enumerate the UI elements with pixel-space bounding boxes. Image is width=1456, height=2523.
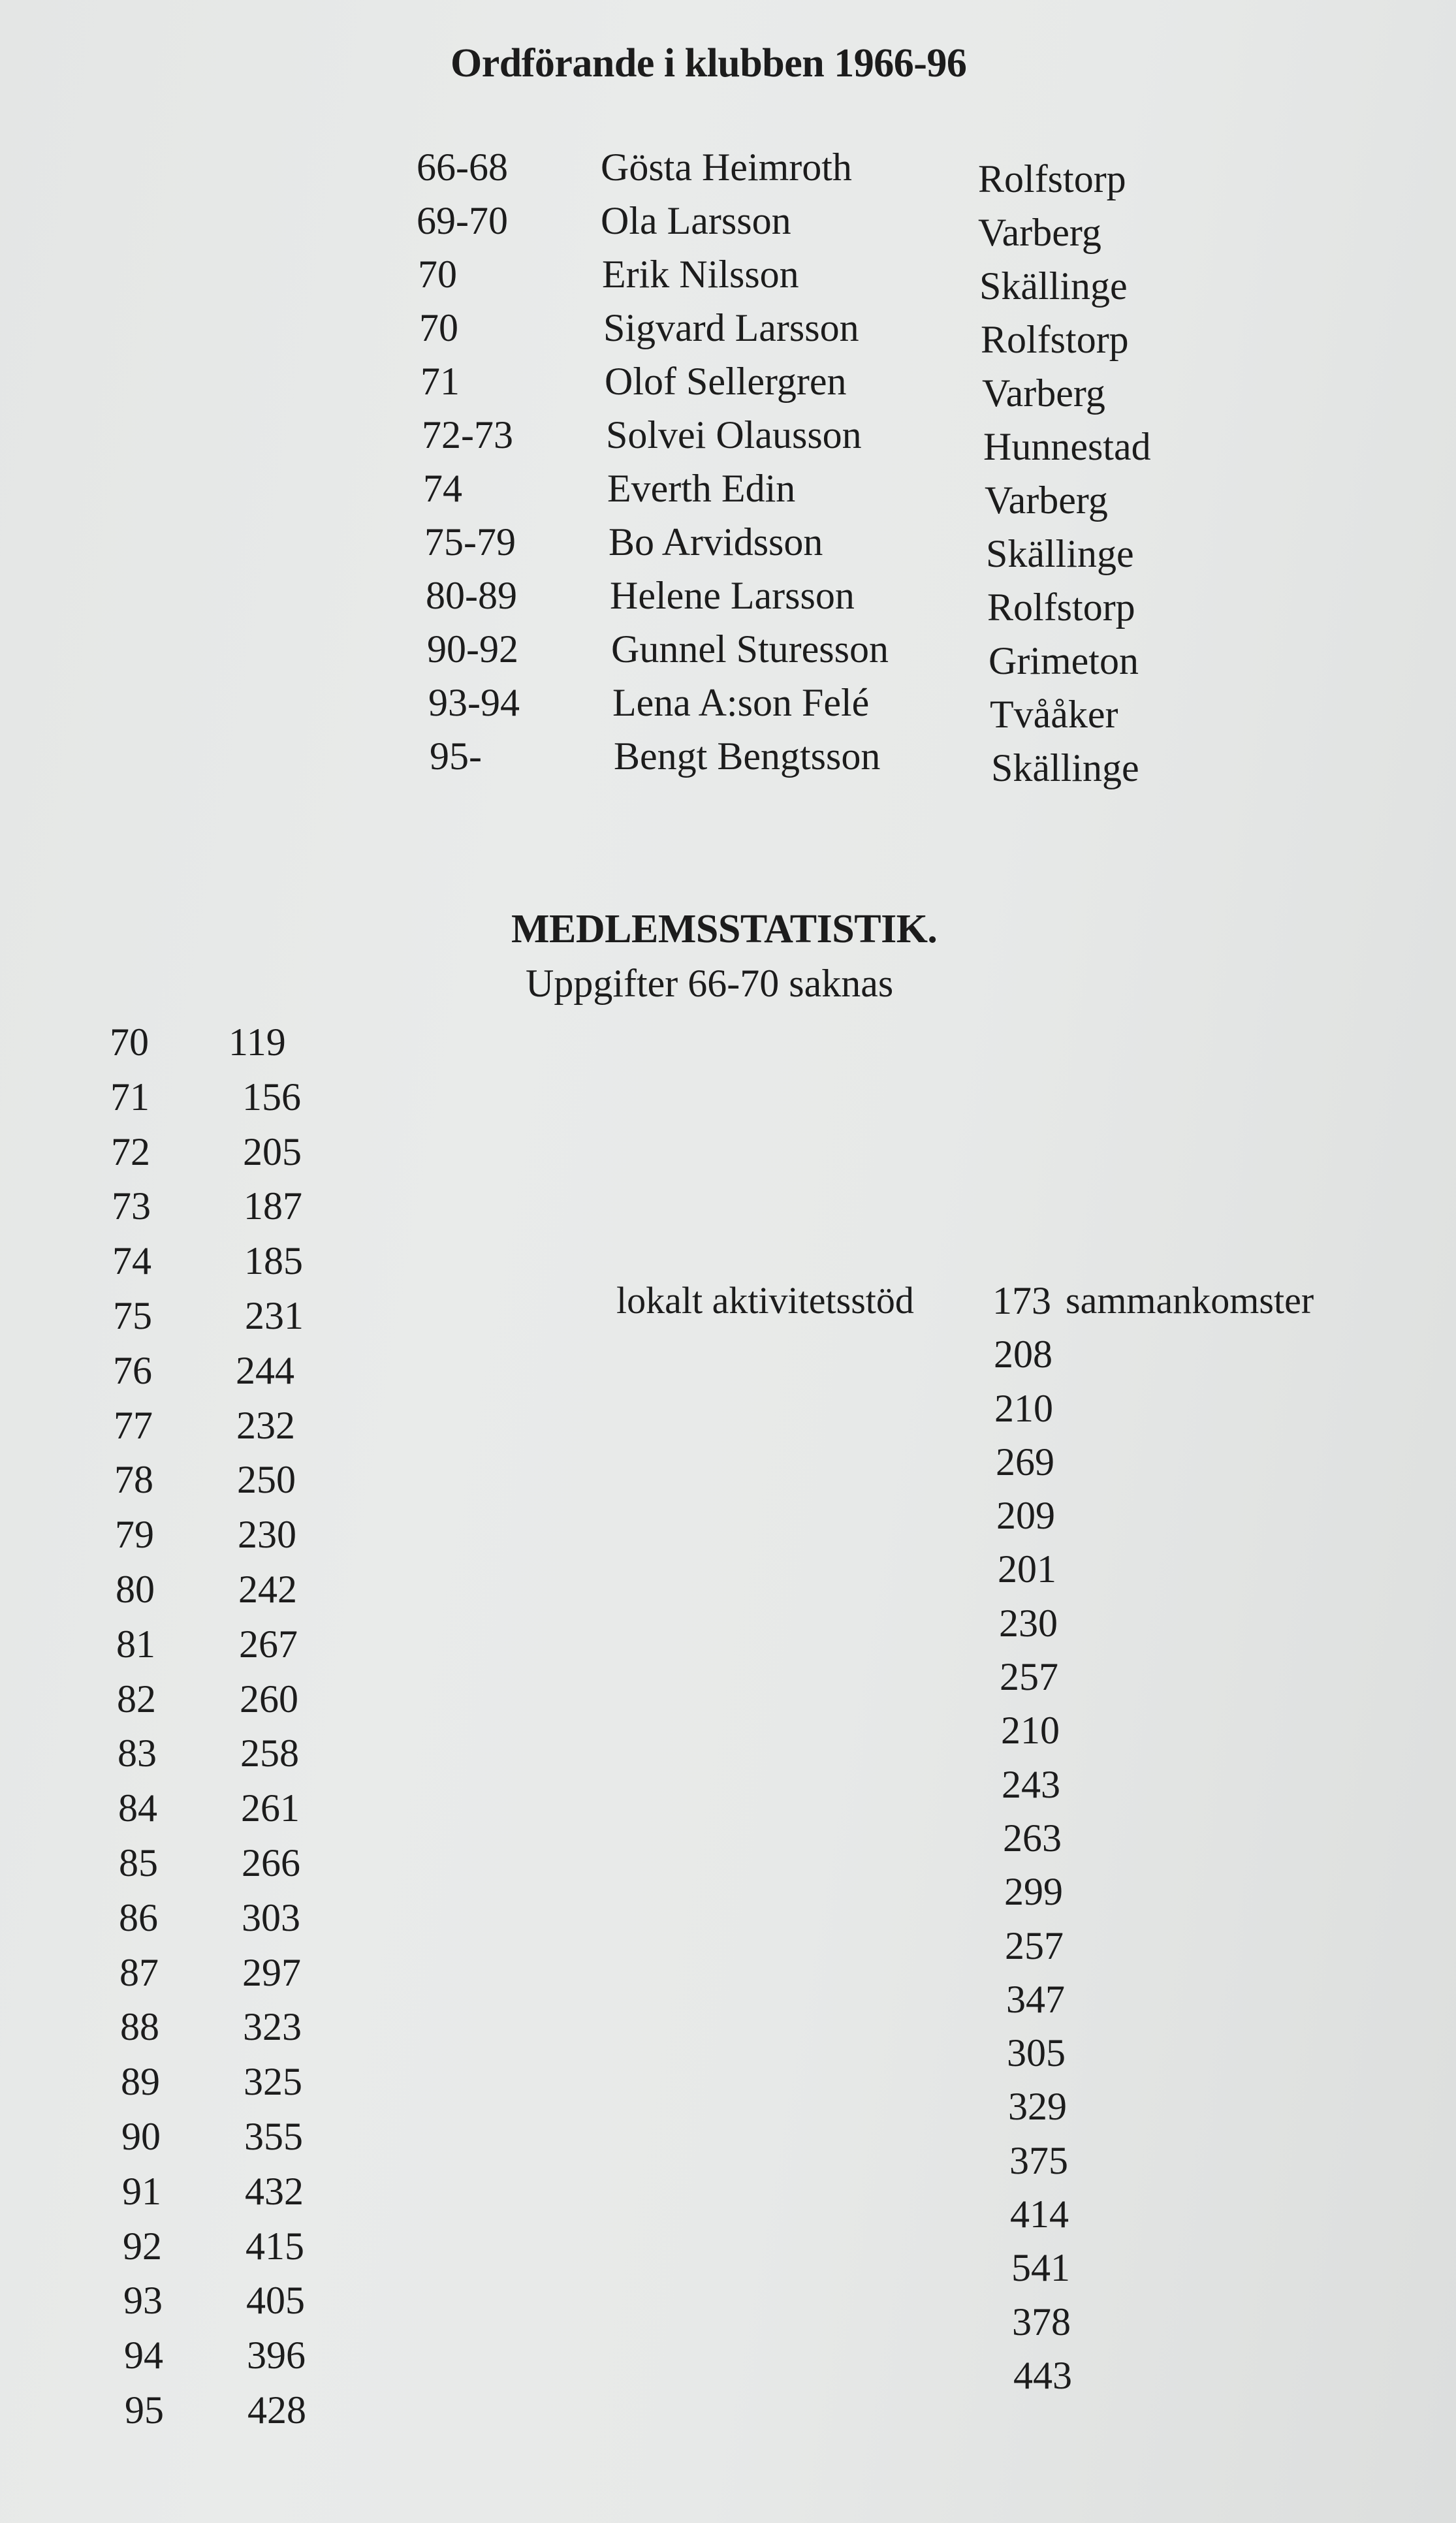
chairman-place: Skällinge [979, 264, 1128, 308]
chairman-years: 74 [423, 467, 462, 510]
chairman-years: 70 [418, 253, 457, 296]
chairman-place: Skällinge [991, 746, 1139, 789]
chairman-name: Solvei Olausson [606, 413, 862, 456]
activity-row [999, 1601, 1404, 1655]
activity-row [1005, 1924, 1410, 1977]
member-row [119, 1950, 355, 2005]
chairman-name: Gunnel Sturesson [611, 627, 889, 671]
member-count: 325 [244, 2060, 302, 2104]
member-year: 87 [119, 1950, 159, 1994]
activity-row [1006, 1977, 1411, 2031]
chairman-place: Grimeton [989, 639, 1139, 682]
chairman-place: Rolfstorp [978, 157, 1126, 200]
member-row [120, 2005, 355, 2059]
member-year: 77 [114, 1403, 153, 1447]
chairman-row [417, 145, 1200, 198]
chairman-row [422, 413, 1205, 466]
member-row [122, 2169, 357, 2224]
activity-unit: sammankomster [1066, 1279, 1314, 1322]
member-row [113, 1348, 348, 1403]
activity-row [1004, 1869, 1409, 1923]
activity-value: 378 [1012, 2300, 1071, 2343]
chairman-place: Varberg [985, 479, 1108, 522]
activity-row [1007, 2031, 1412, 2084]
activity-value: 443 [1013, 2353, 1072, 2397]
member-row [123, 2224, 358, 2279]
chairman-name: Helene Larsson [610, 574, 855, 617]
activity-row [1008, 2084, 1413, 2138]
chairman-name: Erik Nilsson [602, 253, 799, 296]
member-count: 396 [247, 2334, 306, 2377]
member-year: 74 [112, 1239, 151, 1283]
member-count: 230 [238, 1513, 296, 1557]
chairman-place: Tvååker [990, 693, 1118, 736]
chairman-place: Varberg [978, 211, 1101, 254]
activity-row [1013, 2353, 1418, 2407]
chairman-row [420, 359, 1204, 413]
member-year: 75 [113, 1293, 152, 1337]
member-year: 94 [124, 2334, 163, 2377]
member-year: 90 [121, 2114, 161, 2158]
chairman-name: Lena A:son Felé [612, 681, 870, 724]
chairman-row [427, 627, 1211, 680]
chairman-place: Rolfstorp [981, 318, 1129, 361]
member-row [118, 1731, 353, 1786]
member-year: 91 [122, 2169, 161, 2213]
chairman-row [430, 734, 1213, 787]
chairman-row [426, 573, 1209, 627]
member-row [112, 1239, 347, 1293]
chairman-name: Ola Larsson [601, 199, 791, 242]
chairman-years: 72-73 [422, 413, 513, 456]
chairman-name: Everth Edin [607, 467, 796, 510]
chairman-place: Varberg [982, 372, 1105, 415]
member-count: 232 [236, 1403, 295, 1447]
stats-title: MEDLEMSSTATISTIK. [511, 907, 938, 951]
member-count: 432 [245, 2169, 304, 2213]
activity-row [996, 1440, 1401, 1493]
member-row [125, 2388, 360, 2443]
activity-row [994, 1386, 1399, 1440]
member-count: 119 [229, 1021, 286, 1064]
member-year: 80 [116, 1567, 155, 1611]
chairman-years: 93-94 [428, 681, 520, 724]
activity-row [996, 1493, 1401, 1547]
chairman-years: 80-89 [426, 574, 517, 617]
member-year: 73 [112, 1184, 151, 1228]
member-count-table [110, 1020, 345, 2443]
chairman-years: 66-68 [417, 146, 508, 189]
member-year: 81 [116, 1622, 155, 1666]
member-count: 266 [242, 1841, 300, 1884]
activity-label: lokalt aktivitetsstöd [616, 1279, 914, 1322]
member-row [114, 1403, 349, 1458]
member-count: 242 [238, 1567, 297, 1611]
member-row [112, 1184, 347, 1239]
activity-row [1002, 1762, 1406, 1816]
chairman-years: 70 [419, 306, 458, 349]
activity-row [1003, 1816, 1408, 1869]
activity-value: 299 [1004, 1870, 1063, 1914]
activity-value: 257 [1005, 1924, 1064, 1967]
member-count: 187 [244, 1184, 302, 1228]
activity-value: 329 [1008, 2085, 1067, 2129]
activity-value: 263 [1003, 1816, 1062, 1860]
member-count: 250 [237, 1458, 296, 1502]
chairman-row [423, 466, 1207, 520]
activity-row [998, 1547, 1402, 1600]
activity-row [1010, 2192, 1415, 2245]
activity-value: 375 [1009, 2138, 1068, 2182]
activity-value: 230 [999, 1601, 1058, 1645]
chairman-years: 95- [430, 735, 482, 778]
member-row [124, 2333, 359, 2388]
member-year: 79 [115, 1513, 154, 1557]
member-row [116, 1622, 351, 1677]
member-count: 156 [242, 1075, 301, 1119]
chairman-row [419, 306, 1203, 359]
chairman-years: 90-92 [427, 627, 518, 671]
member-year: 70 [110, 1021, 149, 1064]
member-count: 267 [239, 1622, 298, 1666]
member-row [121, 2059, 356, 2114]
chairmen-table [417, 145, 1200, 787]
chairman-place: Skällinge [986, 532, 1134, 575]
chairman-name: Bo Arvidsson [609, 520, 823, 563]
member-row [121, 2114, 356, 2169]
member-count: 355 [244, 2114, 303, 2158]
activity-value: 305 [1007, 2031, 1066, 2075]
member-count: 405 [246, 2279, 305, 2323]
member-year: 82 [117, 1677, 156, 1721]
member-row [114, 1457, 349, 1512]
activity-value: 208 [994, 1333, 1052, 1376]
member-year: 78 [114, 1458, 153, 1502]
chairman-row [418, 252, 1201, 306]
chairman-row [417, 198, 1200, 252]
activity-value: 269 [996, 1440, 1054, 1484]
chairman-row [428, 680, 1212, 734]
member-row [119, 1841, 354, 1896]
member-count: 205 [243, 1130, 302, 1173]
member-count: 303 [242, 1896, 300, 1939]
chairman-place: Hunnestad [983, 425, 1151, 468]
member-row [116, 1567, 351, 1622]
member-year: 76 [113, 1348, 152, 1392]
member-count: 244 [236, 1348, 294, 1392]
chairman-years: 75-79 [424, 520, 516, 563]
member-year: 93 [123, 2279, 163, 2323]
member-count: 428 [247, 2388, 306, 2432]
member-year: 71 [110, 1075, 150, 1119]
member-count: 323 [243, 2005, 302, 2049]
member-year: 84 [118, 1786, 157, 1830]
activity-value: 347 [1006, 1977, 1065, 2021]
activity-row [1001, 1708, 1406, 1762]
member-row [111, 1130, 346, 1184]
member-year: 89 [121, 2060, 160, 2104]
chairman-name: Gösta Heimroth [601, 146, 852, 189]
activity-value: 173 [992, 1279, 1051, 1322]
member-row [110, 1020, 345, 1075]
activity-row [1009, 2138, 1414, 2192]
activity-row [1000, 1655, 1404, 1708]
member-count: 185 [244, 1239, 303, 1283]
chairman-years: 71 [420, 360, 460, 403]
member-year: 95 [125, 2388, 164, 2432]
member-row [115, 1512, 350, 1567]
chairman-name: Sigvard Larsson [603, 306, 859, 349]
member-row [118, 1786, 353, 1841]
member-row [119, 1896, 354, 1950]
member-year: 85 [119, 1841, 158, 1884]
member-year: 92 [123, 2224, 162, 2268]
chairman-row [424, 520, 1208, 573]
member-year: 72 [111, 1130, 150, 1173]
chairmen-title: Ordförande i klubben 1966-96 [451, 41, 967, 86]
member-count: 258 [240, 1732, 299, 1775]
activity-value: 414 [1010, 2193, 1069, 2236]
member-row [113, 1293, 348, 1348]
chairman-name: Bengt Bengtsson [614, 735, 881, 778]
activity-row [994, 1332, 1399, 1386]
activity-list [992, 1278, 1397, 2407]
member-year: 88 [120, 2005, 159, 2049]
member-row [123, 2278, 358, 2333]
member-year: 86 [119, 1896, 158, 1939]
activity-value: 257 [1000, 1655, 1058, 1699]
activity-value: 210 [994, 1386, 1053, 1430]
activity-value: 201 [998, 1547, 1056, 1591]
activity-row [992, 1278, 1397, 1332]
member-count: 297 [242, 1950, 301, 1994]
activity-row [1012, 2300, 1417, 2353]
member-count: 260 [240, 1677, 298, 1721]
chairman-place: Rolfstorp [987, 586, 1135, 629]
activity-row [1011, 2245, 1416, 2299]
member-row [110, 1075, 345, 1130]
member-count: 261 [241, 1786, 300, 1830]
member-row [117, 1677, 352, 1732]
chairman-name: Olof Sellergren [605, 360, 847, 403]
activity-value: 209 [996, 1494, 1055, 1538]
activity-value: 243 [1002, 1762, 1060, 1806]
stats-subtitle: Uppgifter 66-70 saknas [526, 962, 894, 1005]
member-count: 415 [245, 2224, 304, 2268]
member-year: 83 [118, 1732, 157, 1775]
member-count: 231 [245, 1293, 304, 1337]
chairman-years: 69-70 [417, 199, 508, 242]
activity-value: 210 [1001, 1709, 1060, 1753]
activity-value: 541 [1011, 2246, 1070, 2290]
